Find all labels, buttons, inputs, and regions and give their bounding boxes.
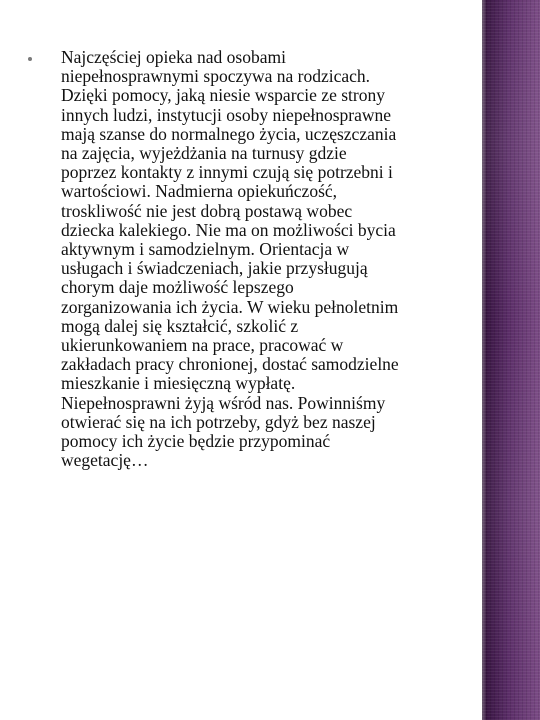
bullet-dot-icon (28, 57, 32, 61)
side-band-texture (482, 0, 540, 720)
decorative-side-band (482, 0, 540, 720)
paragraph-text: Najczęściej opieka nad osobami niepełnosprawnymi spoczywa na rodzicach. Dzięki pomocy, jaką niesie wsparcie ze strony innych ludzi, instytucji osoby niepełnosprawne mają szanse do normalnego życia, uczęszczania na zajęcia, wyjeżdżania na turnusy gdzie poprzez kontakty z innymi czują się potrzebni i wartościowi. Nadmierna opiekuńczość, troskliwość nie jest dobrą postawą wobec dziecka kalekiego. Nie ma on możliwości bycia aktywnym i samodzielnym. Orientacja w usługach i świadczeniach, jakie przysługują chorym daje możliwość lepszego zorganizowania ich życia. W wieku pełnoletnim mogą dalej się kształcić, szkolić z ukierunkowaniem na prace, pracować w zakładach pracy chronionej, dostać samodzielne mieszkanie i miesięczną wypłatę. Niepełnosprawni żyją wśród nas. Powinniśmy otwierać się na ich potrzeby, gdyż bez naszej pomocy ich życie będzie przypominać wegetację… (61, 47, 399, 471)
